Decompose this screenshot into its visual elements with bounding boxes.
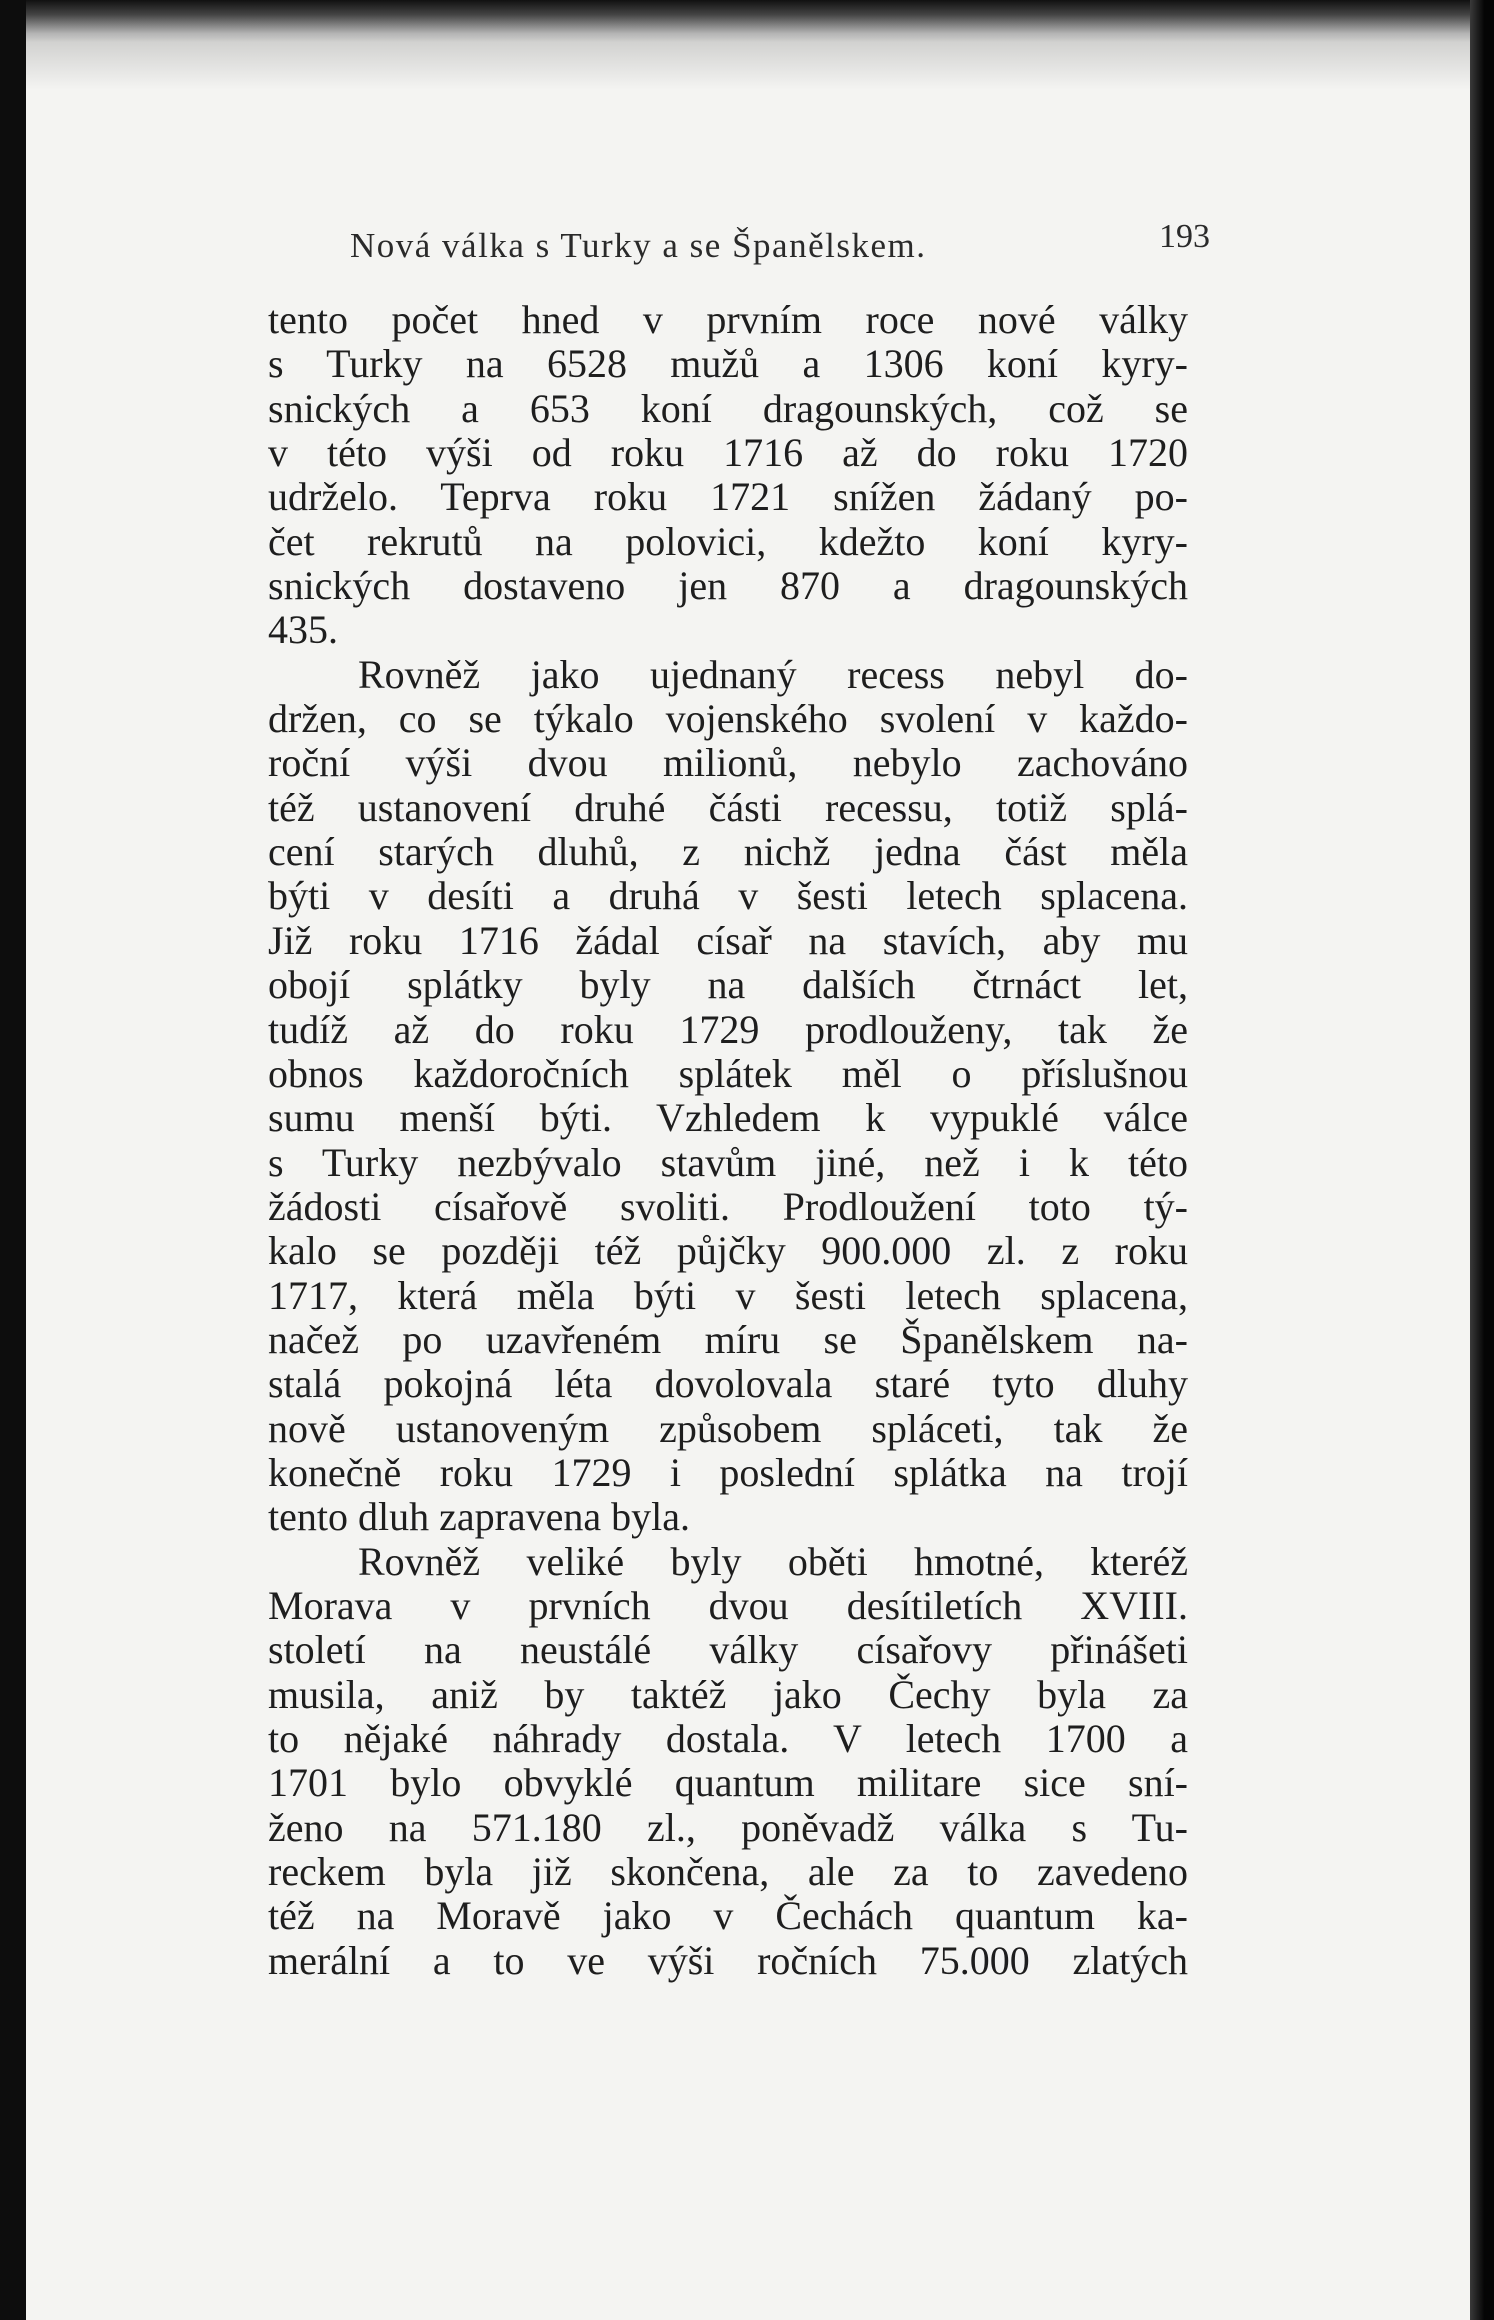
text-line: snických dostaveno jen 870 a dragounských (268, 563, 1188, 609)
text-line: konečně roku 1729 i poslední splátka na trojí (268, 1449, 1188, 1495)
text-line: Rovněž jako ujednaný recess nebyl do- (358, 651, 1188, 697)
text-line: sumu menší býti. Vzhledem k vypuklé válce (268, 1095, 1188, 1141)
text-line: to nějaké náhrady dostala. V letech 1700 a (268, 1716, 1188, 1761)
text-line: s Turky nezbývalo stavům jiné, než i k této (268, 1139, 1188, 1185)
text-line: tento dluh zapravena byla. (268, 1494, 691, 1540)
text-line: též ustanovení druhé části recessu, totiž splá- (268, 784, 1188, 830)
text-line: býti v desíti a druhá v šesti letech splacena. (268, 873, 1188, 919)
text-line: udrželo. Teprva roku 1721 snížen žádaný po- (268, 474, 1188, 520)
text-line: nově ustanoveným způsobem spláceti, tak že (268, 1405, 1188, 1451)
text-line: musila, aniž by taktéž jako Čechy byla za (268, 1671, 1188, 1717)
text-line: s Turky na 6528 mužů a 1306 koní kyry- (268, 341, 1188, 387)
text-line: kalo se později též půjčky 900.000 zl. z roku (268, 1228, 1188, 1274)
text-line: stalá pokojná léta dovolovala staré tyto dluhy (268, 1361, 1188, 1407)
text-line: žádosti císařově svoliti. Prodloužení toto tý- (268, 1183, 1188, 1229)
text-line: reckem byla již skončena, ale za to zavedeno (268, 1849, 1188, 1895)
text-line: cení starých dluhů, z nichž jedna část měla (268, 829, 1188, 875)
page-number: 193 (1159, 218, 1210, 255)
text-line: načež po uzavřeném míru se Španělskem na- (268, 1316, 1188, 1362)
text-line: tento počet hned v prvním roce nové války (268, 297, 1188, 342)
text-line: obnos každoročních splátek měl o příslušnou (268, 1050, 1188, 1096)
text-line: roční výši dvou milionů, nebylo zachováno (268, 740, 1188, 786)
scan-border-right (1470, 0, 1494, 2320)
text-line: 1701 bylo obvyklé quantum militare sice sní- (268, 1760, 1188, 1806)
text-line: v této výši od roku 1716 až do roku 1720 (268, 430, 1188, 476)
scan-border-left (0, 0, 26, 2320)
text-line: ženo na 571.180 zl., poněvadž válka s Tu- (268, 1804, 1188, 1850)
scan-border-top (0, 0, 1494, 42)
body-text (268, 298, 1188, 1983)
text-line: Již roku 1716 žádal císař na stavích, aby mu (268, 917, 1188, 963)
text-line: snických a 653 koní dragounských, což se (268, 385, 1188, 431)
text-line: obojí splátky byly na dalších čtrnáct let, (268, 962, 1188, 1008)
text-line: Rovněž veliké byly oběti hmotné, kteréž (358, 1538, 1188, 1584)
text-line: merální a to ve výši ročních 75.000 zlatých (268, 1937, 1188, 1983)
running-title: Nová válka s Turky a se Španělskem. (350, 226, 927, 265)
text-line: též na Moravě jako v Čechách quantum ka- (268, 1893, 1188, 1939)
text-line: Morava v prvních dvou desítiletích XVIII. (268, 1582, 1188, 1628)
text-line: 1717, která měla býti v šesti letech splacena, (268, 1272, 1188, 1318)
text-line: čet rekrutů na polovici, kdežto koní kyry- (268, 518, 1188, 564)
text-line: století na neustálé války císařovy přinášeti (268, 1627, 1188, 1673)
text-line: 435. (268, 607, 338, 653)
text-line: tudíž až do roku 1729 prodlouženy, tak že (268, 1006, 1188, 1052)
running-head (350, 218, 1210, 278)
text-line: držen, co se týkalo vojenského svolení v každo- (268, 696, 1188, 742)
